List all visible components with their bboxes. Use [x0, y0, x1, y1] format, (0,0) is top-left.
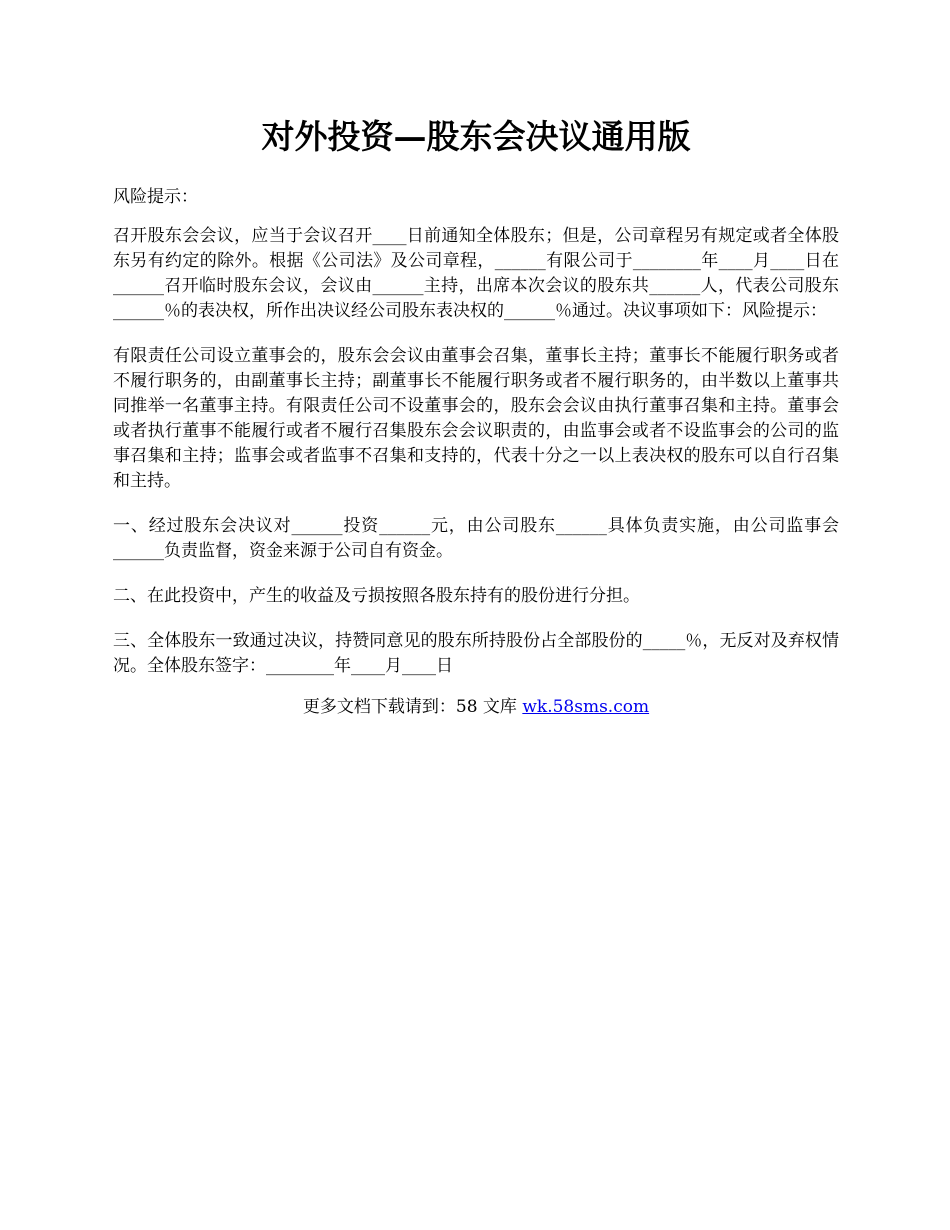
meeting-notice-paragraph: 召开股东会会议，应当于会议召开____日前通知全体股东；但是，公司章程另有规定或者全体股东另有约定的除外。根据《公司法》及公司章程，______有限公司于________年____月____日在______召开临时股东会议，会议由______主持，出席本次会议的股东共______人，代表公司股东______％的表决权，所作出决议经公司股东表决权的______％通过。决议事项如下：风险提示：: [113, 226, 839, 321]
footer-note: [113, 695, 839, 720]
resolution-item-3: 三、全体股东一致通过决议，持赞同意见的股东所持股份占全部股份的_____％，无反对及弃权情况。全体股东签字：________年____月____日: [113, 631, 839, 676]
document-title: 对外投资—股东会决议通用版: [261, 117, 691, 156]
board-convening-paragraph: 有限责任公司设立董事会的，股东会会议由董事会召集，董事长主持；董事长不能履行职务或者不履行职务的，由副董事长主持；副董事长不能履行职务或者不履行职务的，由半数以上董事共同推举一名董事主持。有限责任公司不设董事会的，股东会会议由执行董事召集和主持。董事会或者执行董事不能履行或者不履行召集股东会会议职责的，由监事会或者不设监事会的公司的监事召集和主持；监事会或者监事不召集和支持的，代表十分之一以上表决权的股东可以自行召集和主持。: [113, 346, 839, 491]
resolution-item-2: 二、在此投资中，产生的收益及亏损按照各股东持有的股份进行分担。: [113, 586, 640, 606]
footer-link[interactable]: wk.58sms.com: [522, 697, 650, 717]
risk-notice-label: 风险提示：: [113, 187, 198, 207]
footer-text: 更多文档下载请到：58 文库: [302, 697, 523, 717]
resolution-item-1: 一、经过股东会决议对______投资______元，由公司股东______具体负责实施，由公司监事会______负责监督，资金来源于公司自有资金。: [113, 516, 839, 561]
document-page: [113, 0, 839, 720]
